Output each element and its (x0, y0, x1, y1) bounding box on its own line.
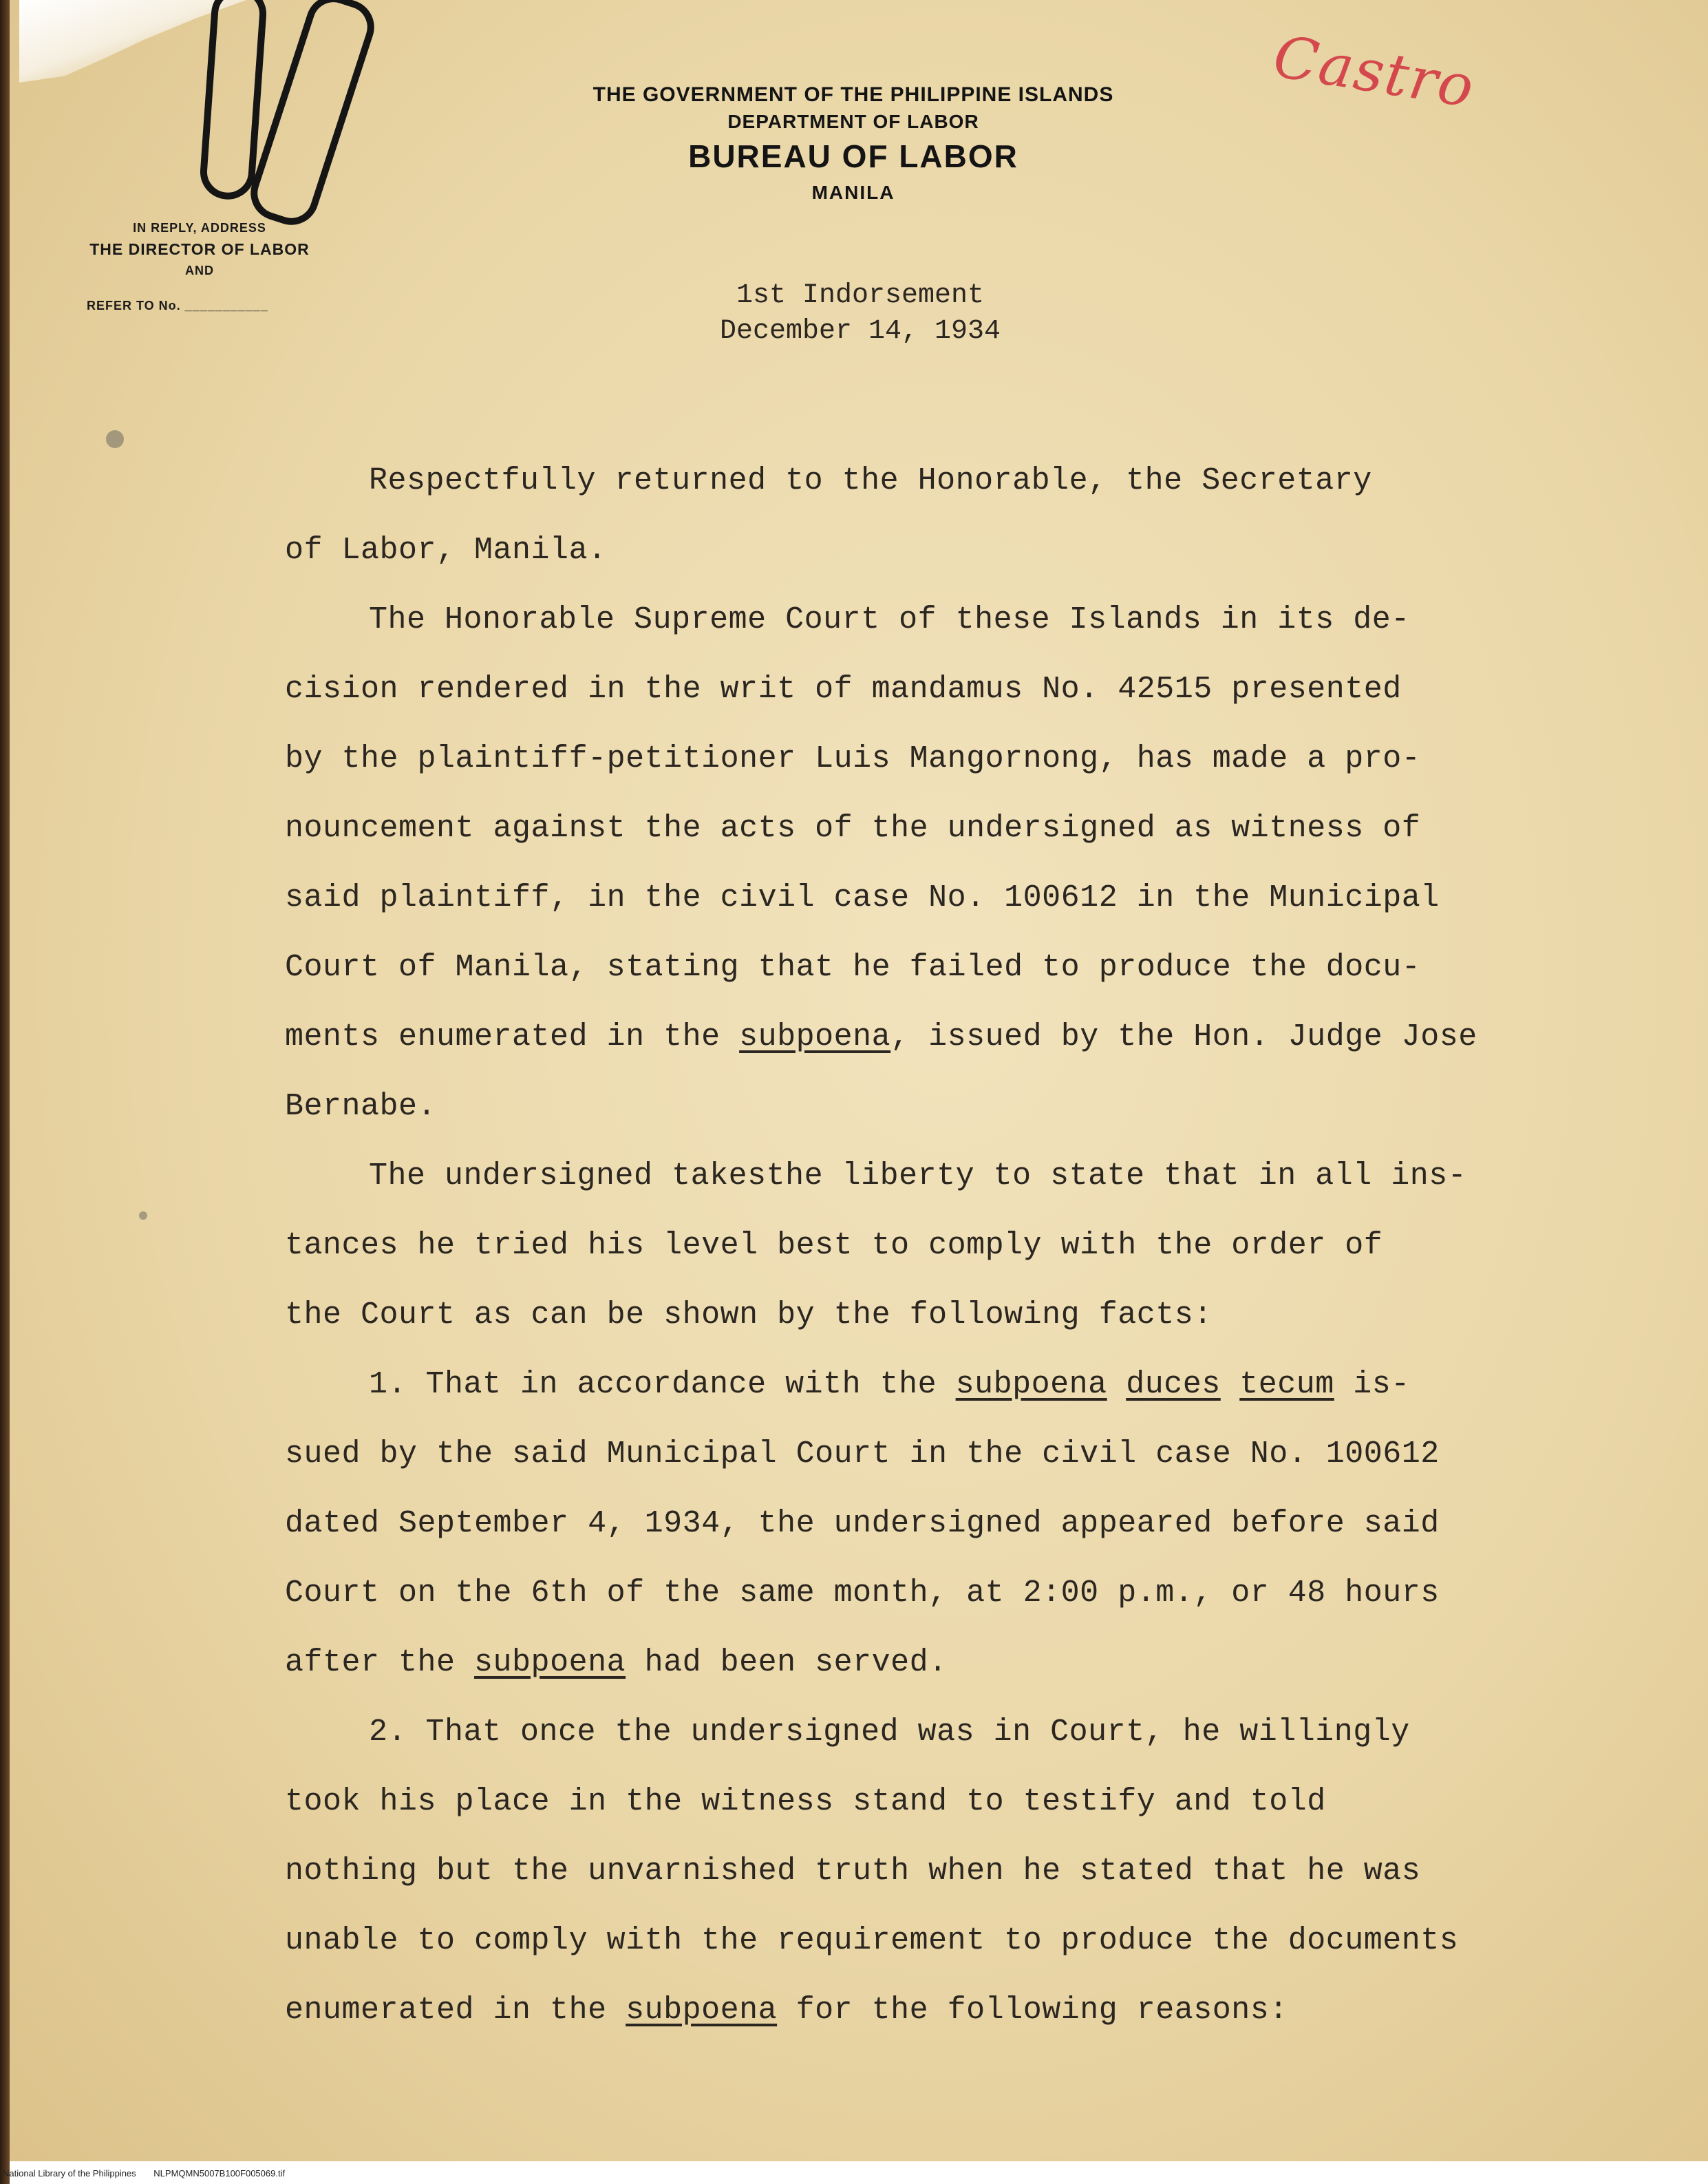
scan-footer (3, 2168, 300, 2178)
text-run: enumerated in the (285, 1993, 626, 2028)
letterhead (495, 81, 1211, 208)
body-line: The Honorable Supreme Court of these Islands in its de- (369, 602, 1410, 637)
letterhead-department: DEPARTMENT OF LABOR (727, 111, 979, 132)
body-line: unable to comply with the requirement to produce the documents (285, 1923, 1459, 1958)
body-line: the Court as can be shown by the following facts: (285, 1297, 1213, 1333)
body-line: Bernabe. (285, 1089, 437, 1124)
text-run: had been served. (626, 1645, 948, 1680)
body-line: by the plaintiff-petitioner Luis Mangornong, has made a pro- (285, 741, 1421, 776)
body-line: sued by the said Municipal Court in the civil case No. 100612 (285, 1436, 1440, 1472)
reply-line-3: AND (185, 264, 214, 277)
text-run: for the following reasons: (777, 1993, 1288, 2028)
reply-line-2: THE DIRECTOR OF LABOR (89, 240, 310, 258)
text-run: 1. That in accordance with the (369, 1367, 956, 1402)
indorsement-heading (619, 278, 1101, 350)
footer-file: NLPMQMN5007B100F005069.tif (153, 2168, 286, 2178)
reply-line-1: IN REPLY, ADDRESS (133, 221, 266, 235)
reply-instructions (69, 218, 330, 281)
body-line: cision rendered in the writ of mandamus No. 42515 presented (285, 672, 1402, 707)
text-run: ments enumerated in the (285, 1019, 740, 1054)
stain-mark (139, 1211, 147, 1220)
body-line (285, 1975, 1627, 2045)
letter-body (285, 446, 1627, 2045)
body-line: Respectfully returned to the Honorable, the Secretary (369, 463, 1372, 498)
underlined-term: subpoena (739, 1019, 891, 1054)
footer-library: National Library of the Philippines (3, 2168, 136, 2178)
body-line: The undersigned takesthe liberty to state that in all ins- (369, 1158, 1467, 1194)
reply-refer-line: REFER TO No. ___________ (87, 299, 268, 312)
text-run: after the (285, 1645, 475, 1680)
body-line (285, 1628, 1627, 1697)
underlined-term: subpoena (955, 1367, 1107, 1402)
body-line: tances he tried his level best to comply with the order of (285, 1228, 1383, 1263)
body-line: 2. That once the undersigned was in Court, he willingly (369, 1715, 1410, 1750)
body-line: nothing but the unvarnished truth when he stated that he was (285, 1854, 1421, 1889)
letterhead-government: THE GOVERNMENT OF THE PHILIPPINE ISLANDS (593, 83, 1114, 106)
stain-mark (106, 430, 124, 448)
scan-edge (0, 0, 10, 2184)
body-line: nouncement against the acts of the undersigned as witness of (285, 811, 1421, 846)
body-line: Court on the 6th of the same month, at 2:00 p.m., or 48 hours (285, 1576, 1440, 1611)
underlined-term: subpoena (474, 1645, 626, 1680)
letterhead-bureau: BUREAU OF LABOR (688, 138, 1018, 174)
letterhead-city: MANILA (811, 182, 895, 203)
body-line: said plaintiff, in the civil case No. 100612 in the Municipal (285, 880, 1440, 915)
body-line: dated September 4, 1934, the undersigned appeared before said (285, 1506, 1440, 1541)
underlined-term: duces (1126, 1367, 1221, 1402)
body-line (285, 1350, 1627, 1419)
underlined-term: tecum (1239, 1367, 1334, 1402)
text-run: is- (1334, 1367, 1410, 1402)
body-line: of Labor, Manila. (285, 533, 607, 568)
indorsement-title: 1st Indorsement (736, 280, 985, 311)
body-line: took his place in the witness stand to testify and told (285, 1784, 1326, 1819)
body-line (285, 1002, 1627, 1072)
text-run: , issued by the Hon. Judge Jose (890, 1019, 1477, 1054)
handwritten-note: Castro (1269, 22, 1480, 121)
indorsement-date: December 14, 1934 (719, 316, 1001, 347)
body-line: Court of Manila, stating that he failed to produce the docu- (285, 950, 1421, 985)
underlined-term: subpoena (626, 1993, 778, 2028)
